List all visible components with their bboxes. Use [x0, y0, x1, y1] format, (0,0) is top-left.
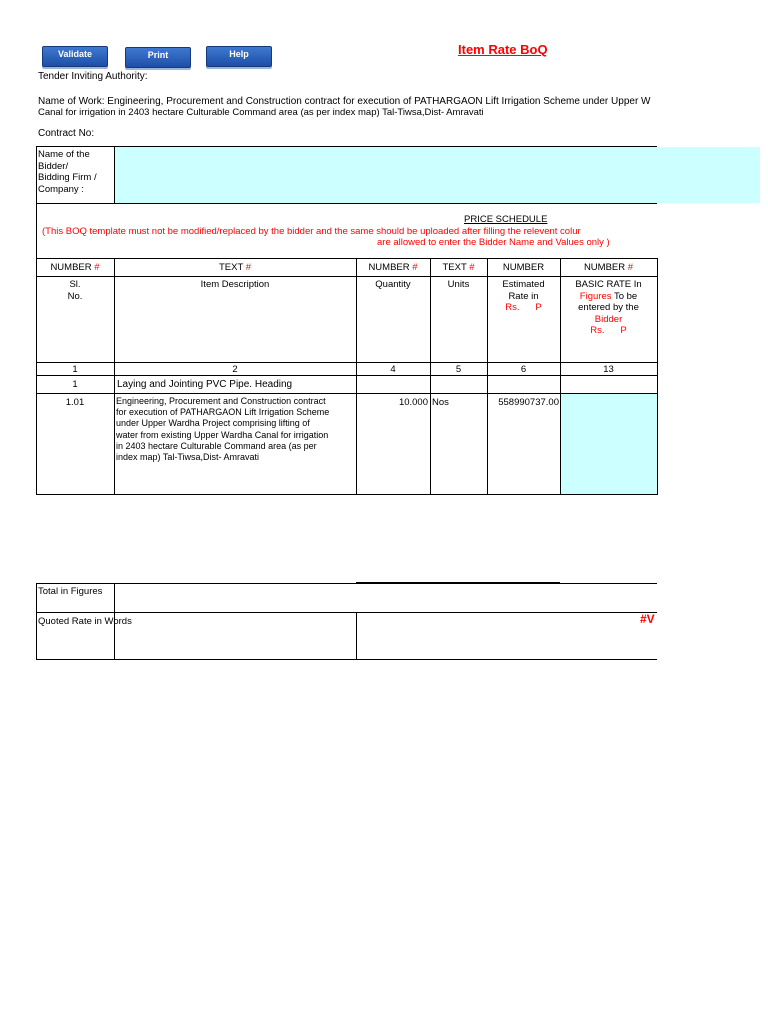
col-header-quantity: Quantity: [375, 279, 411, 290]
col-header-units: Units: [447, 279, 470, 290]
col-header-sl-no: Sl. No.: [67, 279, 83, 302]
item-row-quantity: 10.000: [398, 397, 428, 408]
type-header-4: TEXT #: [442, 262, 475, 273]
col-number-1: 1: [72, 364, 78, 375]
col-number-4: 4: [390, 364, 396, 375]
notice-line1: (This BOQ template must not be modified/replaced by the bidder and the same should be uploaded after filling the relevent colur: [42, 226, 581, 237]
validate-button[interactable]: Validate: [42, 46, 108, 67]
name-of-work-line1: Name of Work: Engineering, Procurement and Construction contract for execution of PATHARGAON Lift Irrigation Scheme under Upper W: [38, 96, 651, 107]
tender-inviting-authority: Tender Inviting Authority:: [38, 71, 148, 82]
bidder-name-input[interactable]: [114, 147, 760, 203]
item-row-sl: 1.01: [65, 397, 85, 408]
quoted-rate-error-value: #V: [640, 614, 655, 626]
heading-row-description: Laying and Jointing PVC Pipe. Heading: [117, 379, 293, 390]
print-button[interactable]: Print: [125, 47, 191, 68]
name-of-work-line2: Canal for irrigation in 2403 hectare Culturable Command area (as per index map) Tal-Tiwsa,Dist- Amravati: [38, 107, 484, 118]
help-button[interactable]: Help: [206, 46, 272, 67]
col-number-5: 5: [455, 364, 462, 375]
item-row-description: Engineering, Procurement and Construction contract for execution of PATHARGAON Lift Irrigation Scheme under Upper Wardha Project comprising lifting of water from existing Upper Wardha Canal for irrigation in 2403 hectare Culturable Command area (as per index map) Tal-Tiwsa,Dist- Amravati: [116, 396, 330, 463]
item-row-units: Nos: [432, 397, 449, 408]
col-number-6: 6: [520, 364, 527, 375]
heading-row-sl: 1: [72, 379, 78, 390]
col-header-estimated-rate: Estimated Rate in Rs. P: [502, 279, 545, 313]
contract-no: Contract No:: [38, 128, 95, 139]
quoted-rate-in-words-label: Quoted Rate in Words: [38, 616, 132, 627]
type-header-5: NUMBER: [502, 262, 545, 273]
basic-rate-input[interactable]: [561, 394, 657, 494]
col-number-2: 2: [232, 364, 238, 375]
col-header-basic-rate: BASIC RATE In Figures To be entered by the Bidder Rs. P: [575, 279, 642, 336]
page-title: Item Rate BoQ: [458, 42, 548, 57]
item-row-estimated-rate: 558990737.00: [498, 397, 559, 408]
col-number-13: 13: [603, 364, 614, 375]
price-schedule-heading: PRICE SCHEDULE: [464, 214, 548, 225]
bidder-label: Name of the Bidder/ Bidding Firm / Company :: [38, 149, 97, 195]
type-header-6: NUMBER #: [583, 262, 634, 273]
type-header-1: NUMBER #: [50, 262, 100, 273]
type-header-2: TEXT #: [218, 262, 252, 273]
total-in-figures-label: Total in Figures: [38, 586, 103, 597]
col-header-item-description: Item Description: [200, 279, 270, 290]
type-header-3: NUMBER #: [368, 262, 418, 273]
notice-line2: are allowed to enter the Bidder Name and Values only ): [377, 237, 610, 248]
